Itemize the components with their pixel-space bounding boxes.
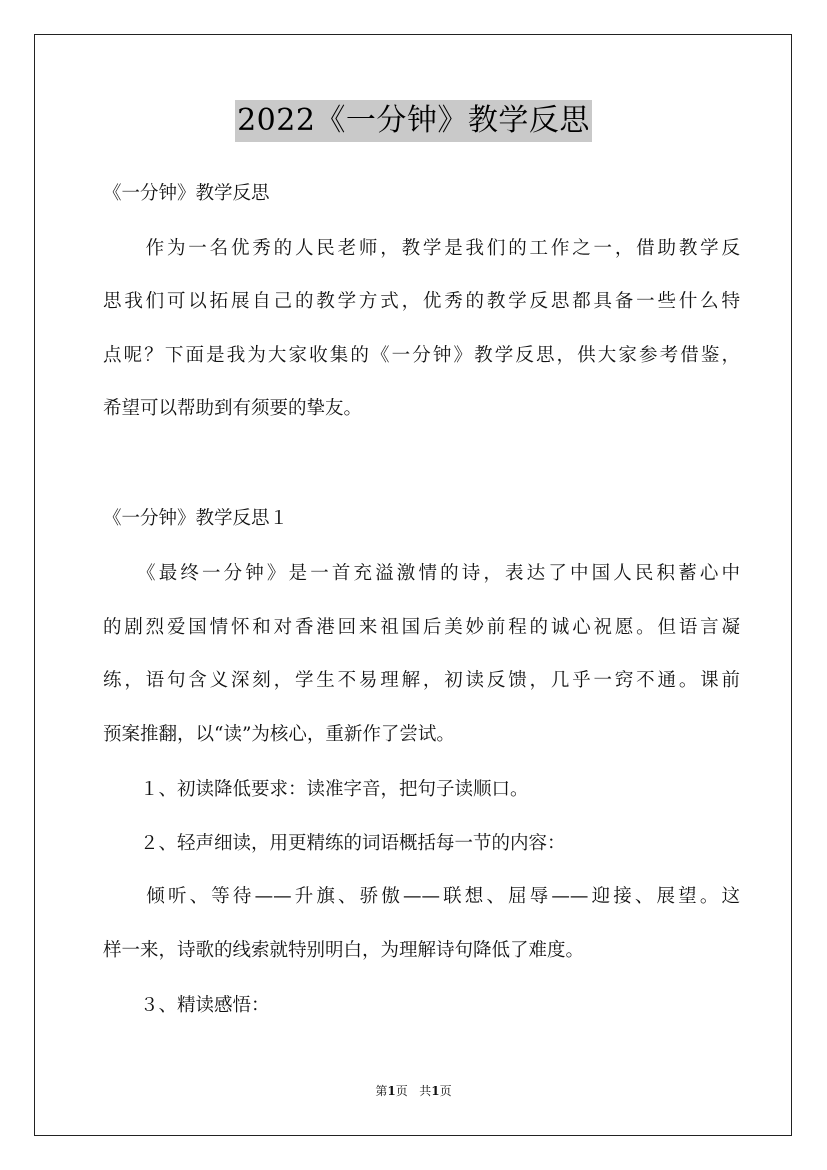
intro-line: 作为一名优秀的人民老师，教学是我们的工作之一，借助教学反 <box>103 238 740 259</box>
section-heading: 《一分钟》教学反思１ <box>103 508 289 529</box>
step-2-detail-line: 样一来，诗歌的线索就特别明白，为理解诗句降低了难度。 <box>103 940 585 961</box>
total-prefix: 共 <box>419 1084 432 1098</box>
step-1: １、初读降低要求：读准字音，把句子读顺口。 <box>103 779 529 800</box>
intro-line: 思我们可以拓展自己的教学方式，优秀的教学反思都具备一些什么特 <box>103 291 740 312</box>
intro-line: 点呢？下面是我为大家收集的《一分钟》教学反思，供大家参考借鉴， <box>103 345 740 366</box>
page-prefix: 第 <box>375 1084 388 1098</box>
total-suffix: 页 <box>439 1084 452 1098</box>
step-3: ３、精读感悟： <box>103 995 270 1016</box>
title-wrap <box>0 100 827 142</box>
page-number: 1 <box>387 1084 396 1098</box>
step-2-detail-line: 倾听、等待——升旗、骄傲——联想、屈辱——迎接、展望。这 <box>103 886 740 907</box>
step-2: ２、轻声细读，用更精练的词语概括每一节的内容： <box>103 833 566 854</box>
section-paragraph-line: 练，语句含义深刻，学生不易理解，初读反馈，几乎一窍不通。课前 <box>103 670 740 691</box>
page-footer <box>0 1083 827 1099</box>
document-title: 2022《一分钟》教学反思 <box>235 100 592 142</box>
section-paragraph-line: 的剧烈爱国情怀和对香港回来祖国后美妙前程的诚心祝愿。但语言凝 <box>103 617 740 638</box>
document-subtitle: 《一分钟》教学反思 <box>103 183 270 204</box>
section-paragraph-line: 预案推翻，以“读”为核心，重新作了尝试。 <box>103 724 455 745</box>
section-paragraph-line: 《最终一分钟》是一首充溢激情的诗，表达了中国人民积蓄心中 <box>103 563 740 584</box>
total-number: 1 <box>431 1084 440 1098</box>
page-suffix: 页 <box>395 1084 408 1098</box>
intro-line: 希望可以帮助到有须要的挚友。 <box>103 398 363 419</box>
